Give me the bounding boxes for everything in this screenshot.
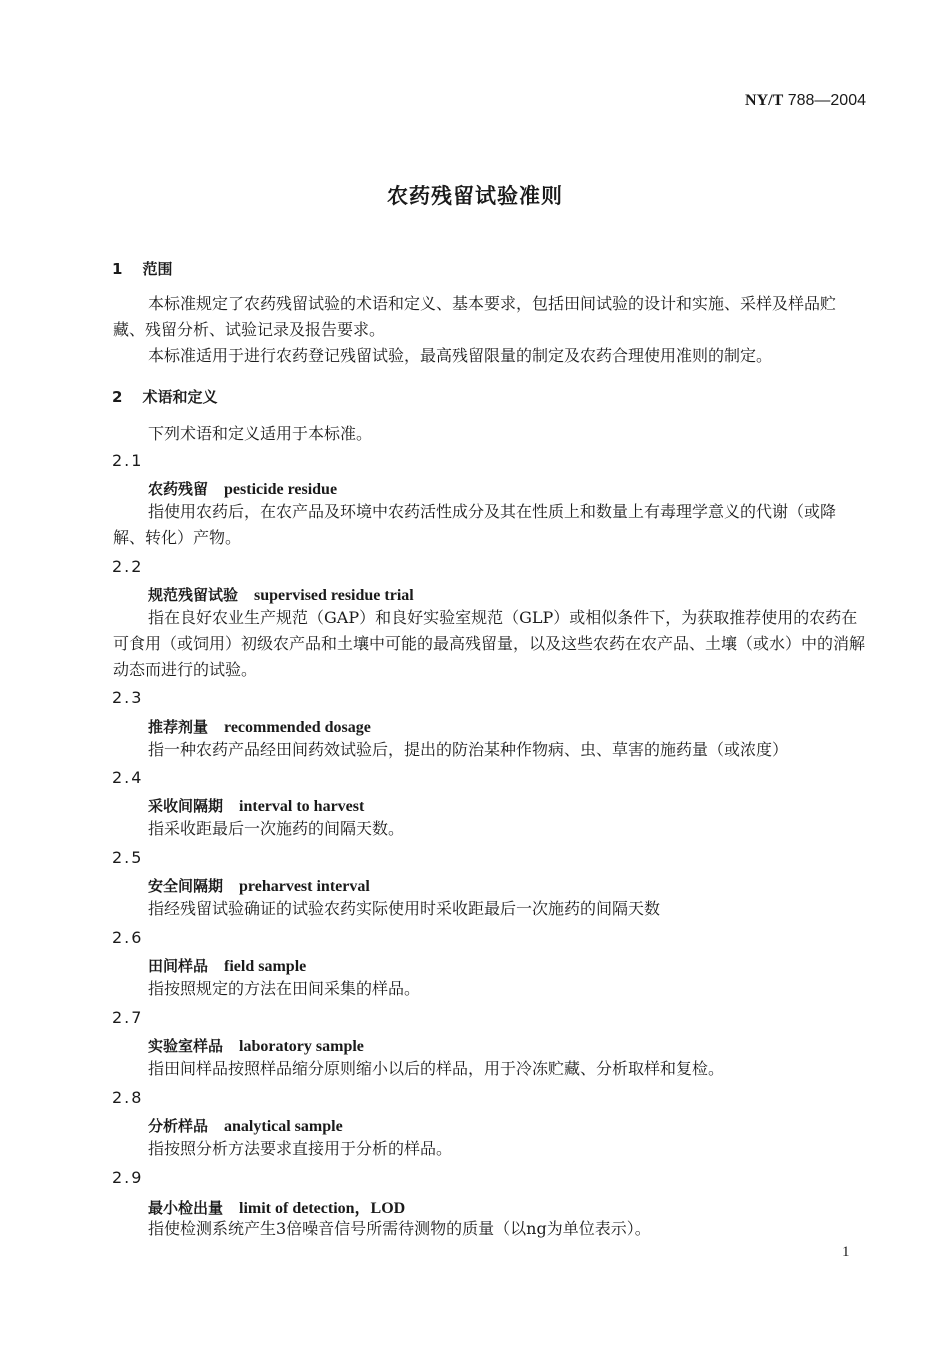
- term-english: analytical sample: [224, 1118, 343, 1135]
- term-entry: [148, 1035, 364, 1056]
- standard-code-number: 788—2004: [783, 92, 866, 109]
- term-english: recommended dosage: [224, 719, 371, 736]
- term-entry: [148, 478, 337, 499]
- term-english: supervised residue trial: [254, 587, 414, 604]
- term-chinese: 实验室样品: [148, 1037, 224, 1055]
- term-entry: [148, 955, 306, 976]
- term-english: laboratory sample: [239, 1038, 364, 1055]
- term-english: pesticide residue: [224, 481, 338, 498]
- section-1-heading: [112, 258, 172, 279]
- scope-paragraph-1-line-2: 藏、残留分析、试验记录及报告要求。: [113, 320, 386, 339]
- section-2-heading: [112, 386, 217, 407]
- section-title: 范围: [142, 260, 173, 278]
- term-chinese: 最小检出量: [148, 1199, 224, 1217]
- term-entry: [148, 584, 414, 605]
- clause-number: 2.1: [112, 451, 144, 470]
- term-entry: [148, 716, 371, 737]
- scope-paragraph-2: 本标准适用于进行农药登记残留试验，最高残留限量的制定及农药合理使用准则的制定。: [148, 346, 773, 365]
- terms-intro: 下列术语和定义适用于本标准。: [148, 424, 373, 443]
- term-english: preharvest interval: [239, 878, 370, 895]
- term-definition-line-1: 指按照规定的方法在田间采集的样品。: [148, 979, 421, 998]
- term-chinese: 规范残留试验: [148, 586, 239, 604]
- term-entry: [148, 795, 364, 816]
- section-title: 术语和定义: [142, 388, 218, 406]
- term-chinese: 分析样品: [148, 1117, 209, 1135]
- term-definition-line-1: 指按照分析方法要求直接用于分析的样品。: [148, 1139, 453, 1158]
- clause-number: 2.4: [112, 768, 144, 787]
- clause-number: 2.6: [112, 928, 144, 947]
- clause-number: 2.5: [112, 848, 144, 867]
- term-chinese: 安全间隔期: [148, 877, 224, 895]
- term-chinese: 农药残留: [148, 480, 209, 498]
- term-entry: [148, 1115, 343, 1136]
- term-definition-line-2: 可食用（或饲用）初级农产品和土壤中可能的最高残留量，以及这些农药在农产品、土壤（或水）中的消解: [113, 634, 866, 653]
- term-definition-line-1: 指经残留试验确证的试验农药实际使用时采收距最后一次施药的间隔天数: [148, 899, 661, 918]
- term-english: interval to harvest: [239, 798, 365, 815]
- standard-code: [745, 92, 866, 110]
- term-chinese: 采收间隔期: [148, 797, 224, 815]
- term-definition-line-1: 指田间样品按照样品缩分原则缩小以后的样品，用于冷冻贮藏、分析取样和复检。: [148, 1059, 725, 1078]
- clause-number: 2.9: [112, 1168, 144, 1187]
- clause-number: 2.3: [112, 688, 144, 707]
- page-number: 1: [842, 1244, 850, 1260]
- term-definition-line-1: 指采收距最后一次施药的间隔天数。: [148, 819, 405, 838]
- term-entry: [148, 1195, 405, 1218]
- clause-number: 2.8: [112, 1088, 144, 1107]
- scope-paragraph-1-line-1: 本标准规定了农药残留试验的术语和定义、基本要求，包括田间试验的设计和实施、采样及样品贮: [148, 294, 837, 313]
- term-definition-line-1: 指使检测系统产生3倍噪音信号所需待测物的质量（以ng为单位表示）。: [148, 1219, 651, 1238]
- term-english: field sample: [224, 958, 307, 975]
- term-chinese: 田间样品: [148, 957, 209, 975]
- term-definition-line-2: 解、转化）产物。: [113, 528, 242, 547]
- term-english: limit of detection，LOD: [239, 1200, 406, 1217]
- term-entry: [148, 875, 370, 896]
- term-chinese: 推荐剂量: [148, 718, 209, 736]
- term-definition-line-1: 指使用农药后，在农产品及环境中农药活性成分及其在性质上和数量上有毒理学意义的代谢（或降: [148, 502, 837, 521]
- term-definition-line-3: 动态而进行的试验。: [113, 660, 258, 679]
- standard-code-prefix: NY/T: [745, 92, 784, 109]
- term-definition-line-1: 指在良好农业生产规范（GAP）和良好实验室规范（GLP）或相似条件下，为获取推荐使用的农药在: [148, 608, 858, 627]
- section-number: 2: [112, 388, 123, 406]
- term-definition-line-1: 指一种农药产品经田间药效试验后，提出的防治某种作物病、虫、草害的施药量（或浓度）: [148, 740, 789, 759]
- document-title: 农药残留试验准则: [387, 184, 563, 208]
- section-number: 1: [112, 260, 123, 278]
- clause-number: 2.7: [112, 1008, 144, 1027]
- clause-number: 2.2: [112, 557, 144, 576]
